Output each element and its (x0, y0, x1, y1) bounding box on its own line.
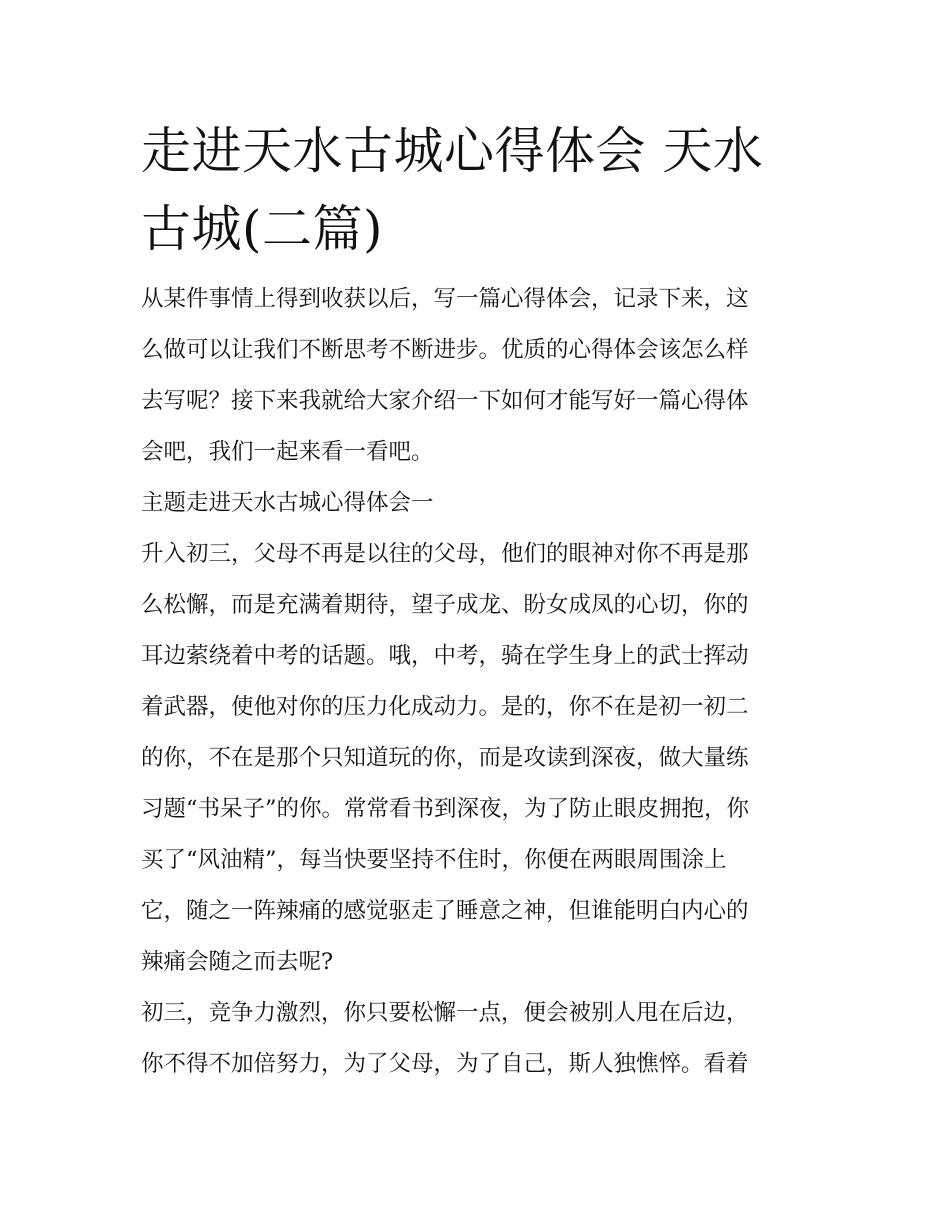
body-paragraph (141, 529, 811, 988)
text-line: 耳边萦绕着中考的话题。哦，中考，骑在学生身上的武士挥动 (141, 643, 749, 669)
text-line: 习题“书呆子”的你。常常看书到深夜，为了防止眼皮拥抱，你 (141, 796, 750, 822)
text-line: 着武器，使他对你的压力化成动力。是的，你不在是初一初二 (141, 694, 749, 720)
text-line: 的你，不在是那个只知道玩的你，而是攻读到深夜，做大量练 (141, 745, 749, 771)
text-line: 主题走进天水古城心得体会一 (141, 490, 434, 516)
section-heading (141, 478, 811, 529)
body-paragraph (141, 988, 811, 1090)
text-line: 升入初三，父母不再是以往的父母，他们的眼神对你不再是那 (141, 541, 749, 567)
text-line: 么做可以让我们不断思考不断进步。优质的心得体会该怎么样 (141, 337, 749, 363)
document-page (141, 112, 811, 1090)
document-title (141, 112, 811, 268)
text-line: 辣痛会随之而去呢? (141, 949, 334, 975)
title-line: 古城(二篇) (141, 200, 384, 258)
text-line: 你不得不加倍努力，为了父母，为了自己，斯人独憔悴。看着 (141, 1051, 749, 1077)
text-line: 买了“风油精”，每当快要坚持不住时，你便在两眼周围涂上 (141, 847, 727, 873)
text-line: 初三，竞争力激烈，你只要松懈一点，便会被别人甩在后边， (141, 1000, 749, 1026)
text-line: 会吧，我们一起来看一看吧。 (141, 439, 434, 465)
text-line: 从某件事情上得到收获以后，写一篇心得体会，记录下来，这 (141, 286, 749, 312)
title-line: 走进天水古城心得体会 天水 (141, 122, 764, 180)
intro-paragraph (141, 274, 811, 478)
text-line: 去写呢？接下来我就给大家介绍一下如何才能写好一篇心得体 (141, 388, 749, 414)
text-line: 么松懈，而是充满着期待，望子成龙、盼女成凤的心切，你的 (141, 592, 749, 618)
text-line: 它，随之一阵辣痛的感觉驱走了睡意之神，但谁能明白内心的 (141, 898, 749, 924)
